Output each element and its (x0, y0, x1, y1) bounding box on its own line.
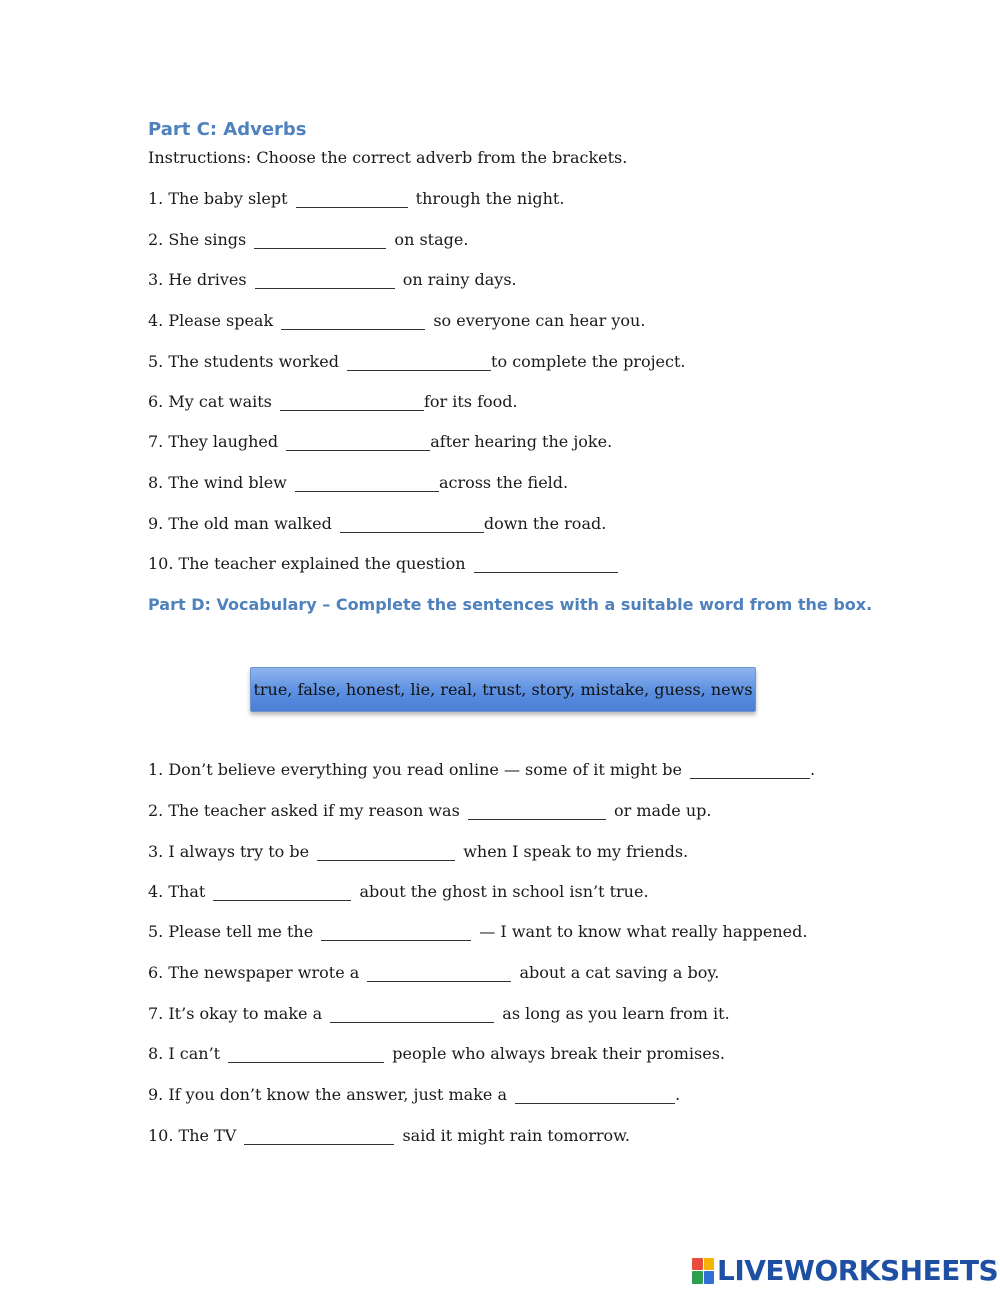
answer-blank-c8[interactable] (295, 477, 439, 492)
part-c-item-4: 4. Please speak so everyone can hear you. (148, 311, 646, 330)
answer-blank-c4[interactable] (281, 315, 425, 330)
answer-blank-d10[interactable] (244, 1130, 394, 1145)
part-d-item-7: 7. It’s okay to make a as long as you learn from it. (148, 1004, 730, 1023)
logo-blocks-icon (692, 1258, 714, 1284)
part-c-instructions: Instructions: Choose the correct adverb from the brackets. (148, 148, 628, 167)
part-d-item-2: 2. The teacher asked if my reason was or made up. (148, 801, 712, 820)
answer-blank-d3[interactable] (317, 846, 455, 861)
answer-blank-d4[interactable] (213, 886, 351, 901)
part-c-item-7: 7. They laughed after hearing the joke. (148, 432, 613, 451)
part-c-item-10: 10. The teacher explained the question (148, 554, 621, 574)
answer-blank-d5[interactable] (321, 926, 471, 941)
part-c-item-5: 5. The students worked to complete the project. (148, 352, 686, 371)
part-c-item-9: 9. The old man walked down the road. (148, 514, 607, 533)
part-d-item-10: 10. The TV said it might rain tomorrow. (148, 1126, 631, 1145)
part-c-item-8: 8. The wind blew across the field. (148, 473, 569, 492)
answer-blank-d1[interactable] (690, 764, 810, 779)
word-box-text: true, false, honest, lie, real, trust, story, mistake, guess, news (253, 680, 753, 699)
answer-blank-c2[interactable] (254, 234, 386, 249)
answer-blank-d7[interactable] (330, 1008, 494, 1023)
answer-blank-d6[interactable] (367, 967, 511, 982)
logo-block-green (692, 1271, 703, 1284)
answer-blank-c3[interactable] (255, 274, 395, 289)
logo-block-red (692, 1258, 703, 1271)
part-d-item-5: 5. Please tell me the — I want to know what really happened. (148, 922, 808, 941)
logo-block-yellow (704, 1258, 715, 1271)
part-d-item-3: 3. I always try to be when I speak to my friends. (148, 842, 689, 861)
answer-blank-c5[interactable] (347, 356, 491, 371)
liveworksheets-logo (692, 1254, 998, 1287)
logo-text: LIVEWORKSHEETS (717, 1254, 999, 1287)
part-c-item-2: 2. She sings on stage. (148, 230, 469, 249)
part-c-title: Part C: Adverbs (148, 119, 307, 140)
answer-blank-d2[interactable] (468, 805, 606, 820)
part-d-item-1: 1. Don’t believe everything you read online — some of it might be . (148, 760, 816, 779)
part-c-item-3: 3. He drives on rainy days. (148, 270, 517, 289)
answer-blank-c6[interactable] (280, 396, 424, 411)
answer-blank-c7[interactable] (286, 436, 430, 451)
part-d-item-6: 6. The newspaper wrote a about a cat saving a boy. (148, 963, 720, 982)
part-c-item-1: 1. The baby slept through the night. (148, 189, 565, 208)
part-d-item-4: 4. That about the ghost in school isn’t true. (148, 882, 649, 901)
part-c-item-6: 6. My cat waits for its food. (148, 392, 518, 411)
word-box (250, 667, 756, 712)
part-d-item-9: 9. If you don’t know the answer, just make a . (148, 1085, 681, 1104)
logo-block-blue (704, 1271, 715, 1284)
answer-blank-d9[interactable] (515, 1089, 675, 1104)
answer-blank-d8[interactable] (228, 1048, 384, 1063)
answer-blank-c1[interactable] (296, 193, 408, 208)
answer-blank-c10[interactable] (474, 558, 618, 573)
part-d-title: Part D: Vocabulary – Complete the sentences with a suitable word from the box. (148, 595, 873, 614)
answer-blank-c9[interactable] (340, 518, 484, 533)
part-d-item-8: 8. I can’t people who always break their promises. (148, 1044, 725, 1063)
